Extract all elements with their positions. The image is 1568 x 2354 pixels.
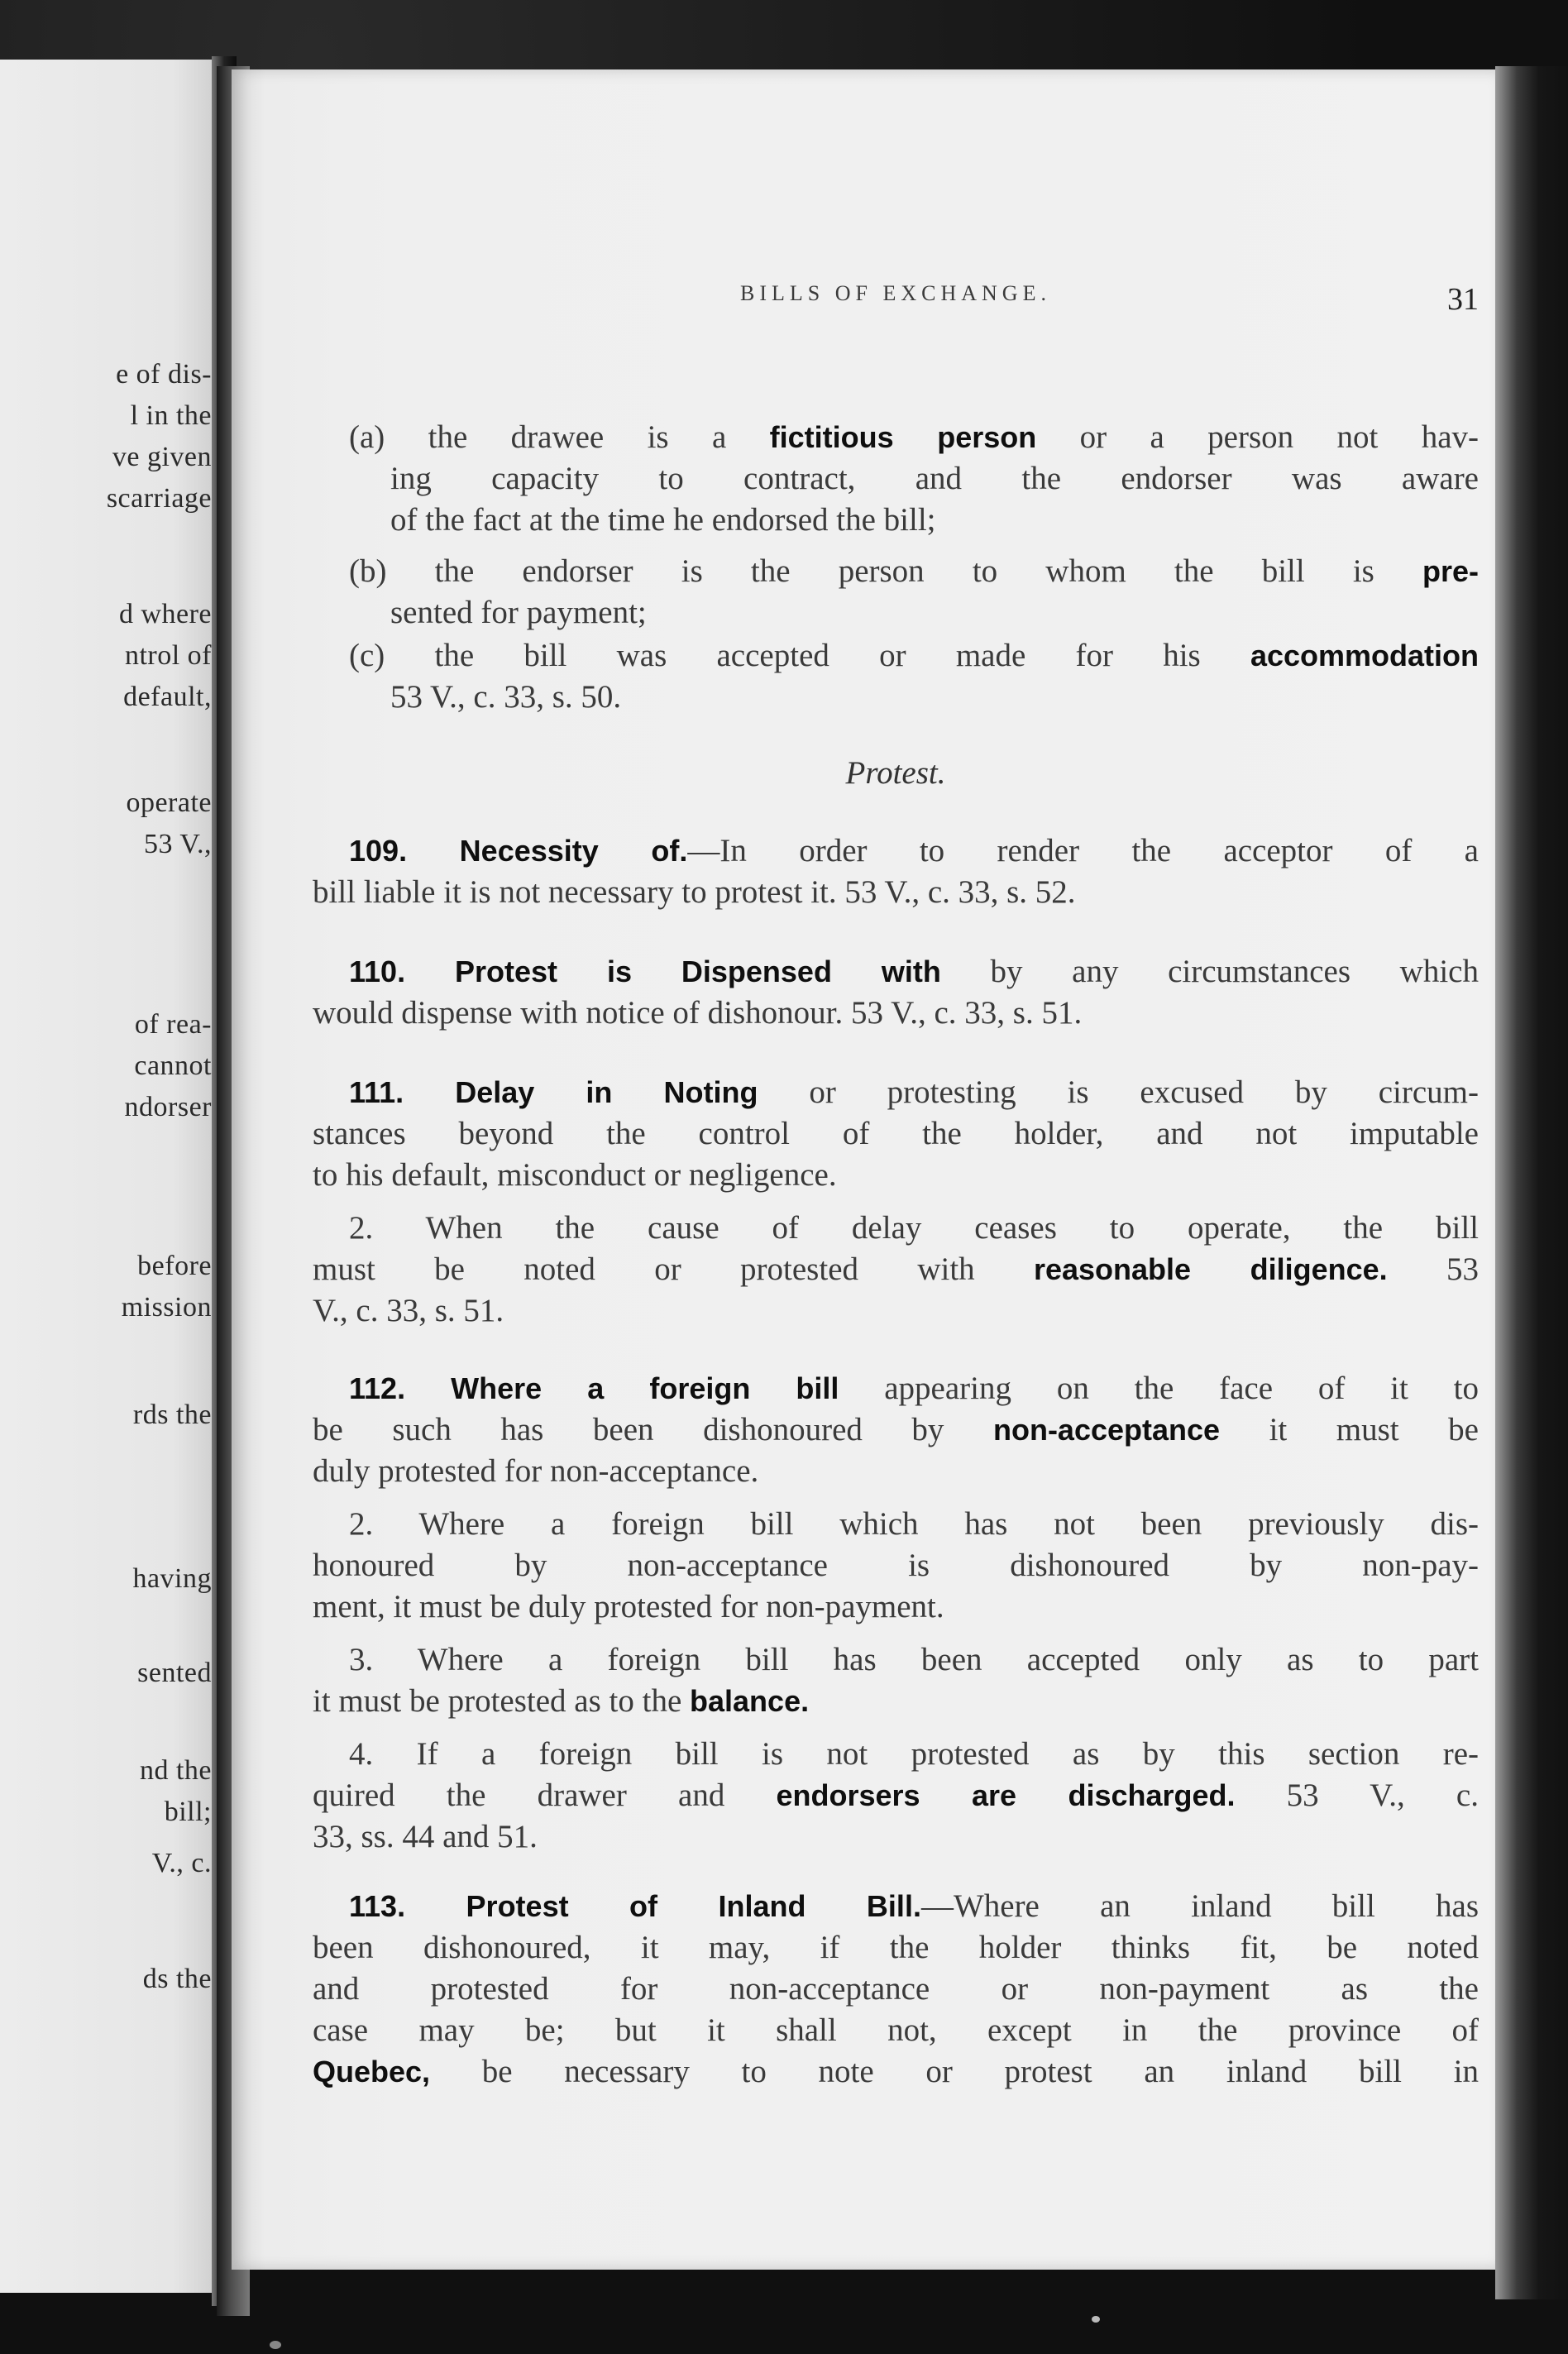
- bold-term: fictitious person: [769, 420, 1037, 454]
- left-page-line: before: [137, 1251, 212, 1281]
- bold-term: Quebec,: [313, 2055, 431, 2088]
- text-line: would dispense with notice of dishonour. 53 V., c. 33, s. 51.: [313, 995, 1083, 1031]
- text-line: ment, it must be duly protested for non-payment.: [313, 1589, 944, 1624]
- text-span: it must be protested as to the: [313, 1683, 691, 1719]
- left-page-line: cannot: [134, 1050, 212, 1081]
- text-line: [313, 830, 1479, 872]
- left-page-line: operate: [126, 787, 212, 818]
- text-span: by any circumstances which: [940, 954, 1479, 989]
- bold-term: balance.: [690, 1684, 810, 1718]
- text-line: 4. If a foreign bill is not protested as by this section re-: [349, 1736, 1479, 1772]
- text-line: [313, 1409, 1479, 1451]
- left-page-line: rds the: [132, 1399, 212, 1430]
- section-number: 111.: [349, 1075, 456, 1109]
- left-page-line: ds the: [142, 1964, 212, 1994]
- text-line: [313, 2051, 1479, 2093]
- text-span: 53 V., c.: [1235, 1777, 1479, 1813]
- left-page-line: 53 V.,: [143, 829, 212, 859]
- left-page-line: V., c.: [151, 1848, 212, 1878]
- scan-speck: [270, 2341, 281, 2349]
- left-page-line: e of dis-: [116, 359, 212, 390]
- text-span: (a) the drawee is a: [349, 419, 770, 455]
- text-line: and protested for non-acceptance or non-payment as the: [313, 1971, 1479, 2007]
- text-line: 53 V., c. 33, s. 50.: [390, 679, 622, 715]
- text-line: [313, 1368, 1479, 1409]
- text-line: [313, 1249, 1479, 1290]
- page-number: 31: [1447, 282, 1479, 317]
- section-title: Delay in Noting: [455, 1075, 758, 1109]
- section-number: 112.: [349, 1371, 452, 1405]
- text-line: been dishonoured, it may, if the holder thinks fit, be noted: [313, 1930, 1479, 1965]
- text-line: [313, 1775, 1479, 1816]
- text-line: [313, 1681, 1479, 1722]
- section-title: Necessity of.: [459, 834, 688, 868]
- text-span: —Where an inland bill has: [920, 1888, 1479, 1924]
- text-line: [313, 635, 1479, 677]
- text-line: [313, 551, 1479, 592]
- section-title: Protest is Dispensed with: [455, 955, 941, 988]
- text-span: 53: [1387, 1251, 1479, 1287]
- left-page-line: of rea-: [134, 1009, 212, 1040]
- text-span: (c) the bill was accepted or made for his: [349, 638, 1250, 673]
- text-line: sented for payment;: [390, 595, 647, 630]
- section-heading-block: [313, 753, 1479, 794]
- section-title: Protest of Inland Bill.: [466, 1889, 921, 1923]
- bold-term: accommodation: [1250, 639, 1479, 672]
- clause-c: [313, 635, 1479, 718]
- text-span: appearing on the face of it to: [839, 1371, 1479, 1406]
- section-title: Where a foreign bill: [451, 1371, 839, 1405]
- bold-term: reasonable diligence.: [1033, 1252, 1388, 1286]
- text-line: duly protested for non-acceptance.: [313, 1453, 759, 1489]
- left-page-line: bill;: [164, 1797, 212, 1827]
- left-page-line: l in the: [130, 400, 212, 431]
- left-page-line: ndorser: [124, 1092, 212, 1122]
- text-line: 2. Where a foreign bill which has not been previously dis-: [349, 1506, 1479, 1542]
- left-page-line: d where: [118, 599, 212, 629]
- page-header: [313, 281, 1479, 321]
- text-line: bill liable it is not necessary to protest it. 53 V., c. 33, s. 52.: [313, 874, 1076, 910]
- section-heading: Protest.: [845, 755, 946, 791]
- running-head: BILLS OF EXCHANGE.: [740, 281, 1051, 305]
- clause-a: [313, 417, 1479, 541]
- section-number: 109.: [349, 834, 460, 868]
- text-span: or protesting is excused by circum-: [758, 1074, 1479, 1110]
- left-page-line: default,: [123, 682, 212, 712]
- text-span: —In order to render the acceptor of a: [687, 833, 1479, 868]
- text-line: 33, ss. 44 and 51.: [313, 1819, 538, 1854]
- text-line: 3. Where a foreign bill has been accepted only as to part: [349, 1642, 1479, 1677]
- section-109: [313, 830, 1479, 913]
- left-page-line: sented: [137, 1658, 212, 1688]
- text-line: honoured by non-acceptance is dishonoured by non-pay-: [313, 1548, 1479, 1583]
- text-line: [313, 417, 1479, 458]
- text-span: quired the drawer and: [313, 1777, 777, 1813]
- text-span: must be noted or protested with: [313, 1251, 1034, 1287]
- text-line: to his default, misconduct or negligence.: [313, 1157, 837, 1193]
- left-page-line: ve given: [112, 442, 212, 472]
- section-112: [313, 1368, 1479, 1858]
- left-page-line: having: [132, 1563, 212, 1594]
- text-span: be such has been dishonoured by: [313, 1412, 993, 1447]
- facing-page-left: [0, 60, 217, 2293]
- text-line: [313, 1072, 1479, 1113]
- section-number: 113.: [349, 1889, 466, 1923]
- bold-term: pre-: [1422, 554, 1479, 588]
- section-111: [313, 1072, 1479, 1332]
- bold-term: endorsers are discharged.: [776, 1778, 1236, 1812]
- text-line: ing capacity to contract, and the endorser was aware: [390, 461, 1479, 496]
- page-edge-right: [1495, 66, 1568, 2299]
- text-line: of the fact at the time he endorsed the bill;: [390, 502, 936, 538]
- text-line: [313, 951, 1479, 993]
- left-page-line: nd the: [139, 1755, 212, 1786]
- text-span: or a person not hav-: [1036, 419, 1479, 455]
- section-number: 110.: [349, 955, 455, 988]
- book-page: [232, 69, 1497, 2270]
- section-110: [313, 951, 1479, 1034]
- text-span: it must be: [1220, 1412, 1479, 1447]
- scan-speck: [1092, 2316, 1100, 2323]
- text-line: 2. When the cause of delay ceases to operate, the bill: [349, 1210, 1479, 1246]
- bold-term: non-acceptance: [992, 1413, 1221, 1447]
- text-line: V., c. 33, s. 51.: [313, 1293, 504, 1328]
- left-page-line: ntrol of: [124, 640, 212, 671]
- text-line: [313, 1886, 1479, 1927]
- clause-b: [313, 551, 1479, 634]
- section-113: [313, 1886, 1479, 2093]
- left-page-line: mission: [121, 1292, 212, 1323]
- text-line: case may be; but it shall not, except in the province of: [313, 2012, 1479, 2048]
- text-line: stances beyond the control of the holder, and not imputable: [313, 1116, 1479, 1151]
- text-span: (b) the endorser is the person to whom the bill is: [349, 553, 1422, 589]
- text-span: be necessary to note or protest an inland bill in: [430, 2054, 1479, 2089]
- left-page-line: scarriage: [106, 483, 212, 514]
